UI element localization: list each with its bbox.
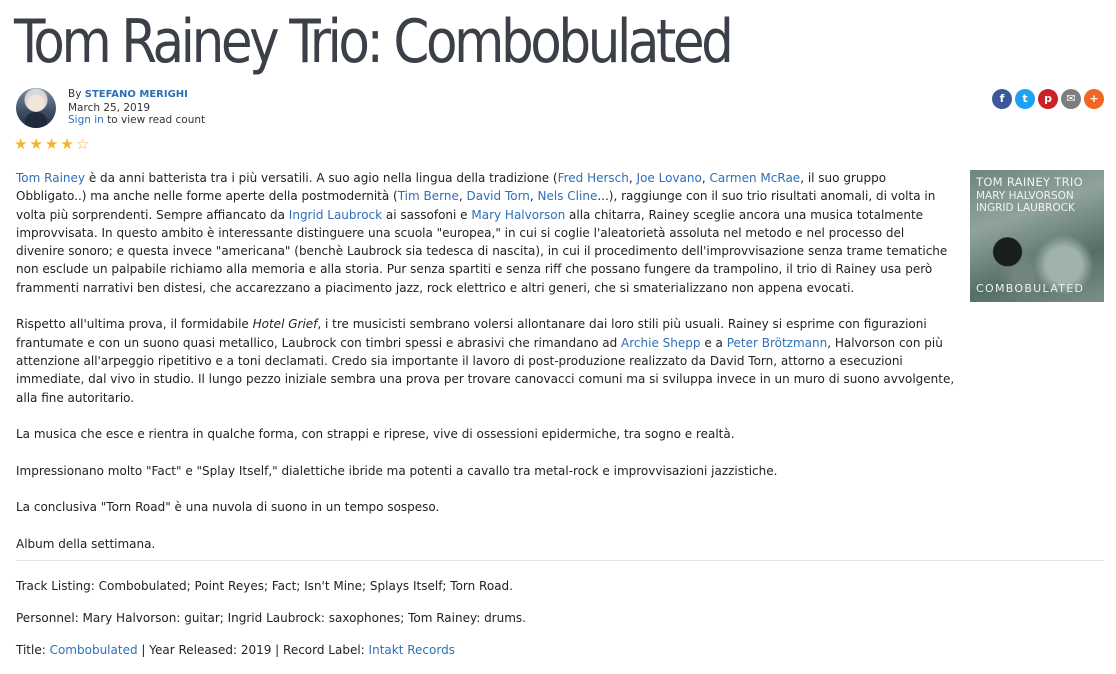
cover-artist: TOM RAINEY TRIO: [976, 175, 1083, 189]
star-rating: [14, 135, 91, 153]
email-icon[interactable]: ✉: [1061, 89, 1081, 109]
record-label-link[interactable]: Intakt Records: [368, 643, 455, 657]
article-paragraph: Impressionano molto "Fact" e "Splay Itself," dialettiche ibride ma potenti a cavallo tra metal-rock e improvvisazioni jazzistiche.: [16, 463, 778, 478]
more-share-icon[interactable]: +: [1084, 89, 1104, 109]
publish-date: March 25, 2019: [68, 101, 151, 114]
byline-meta: [68, 88, 205, 127]
album-title-link[interactable]: Combobulated: [49, 643, 138, 657]
link-peter-brotzmann[interactable]: Peter Brötzmann: [726, 335, 828, 350]
text-span: ai sassofoni e: [382, 207, 472, 222]
section-divider: [16, 560, 1104, 561]
personnel: Personnel: Mary Halvorson: guitar; Ingrid Laubrock: saxophones; Tom Rainey: drums.: [16, 611, 526, 625]
text-span: ,: [628, 171, 637, 185]
link-carmen-mcrae[interactable]: Carmen McRae: [709, 171, 801, 185]
article-paragraph: La musica che esce e rientra in qualche forma, con strappi e riprese, vive di ossessioni epidermiche, tra sogno e realtà.: [16, 427, 735, 442]
article-paragraph: La conclusiva "Torn Road" è una nuvola di suono in un tempo sospeso.: [16, 500, 440, 515]
article-body: [16, 169, 956, 572]
album-details: [16, 577, 1096, 673]
text-span: ,: [458, 189, 467, 204]
link-ingrid-laubrock[interactable]: Ingrid Laubrock: [288, 207, 383, 222]
author-link[interactable]: STEFANO MERIGHI: [84, 89, 188, 100]
album-reference: Hotel Grief: [252, 317, 318, 332]
link-tom-rainey[interactable]: Tom Rainey: [16, 171, 85, 185]
article-paragraph: [16, 315, 956, 406]
text-span: ,: [529, 189, 538, 204]
text-span: ,: [701, 171, 710, 185]
text-span: , Halvorson con più attenzione all'arpeggio ripetitivo e a toni declamati. Credo sia importante il lavoro di post-produzione realizzato da David Torn, attorno a esecuzioni immediate, dal vivo in studio. Il lungo pezzo iniziale sembra una prova per trovare canovacci comuni ma si sviluppa invece in un muro di suono avvolgente, alla fine autoritario.: [16, 335, 955, 405]
article-paragraph: Album della settimana.: [16, 536, 156, 551]
title-label: Title:: [16, 643, 50, 657]
cover-musician-2: INGRID LAUBROCK: [976, 202, 1075, 214]
star-icon: ☆: [75, 135, 92, 153]
star-icon: ★: [29, 135, 45, 153]
article-paragraph: [16, 169, 956, 297]
year-label-text: | Year Released: 2019 | Record Label:: [137, 643, 369, 657]
page-title: Tom Rainey Trio: Combobulated: [14, 7, 731, 77]
release-info: [16, 641, 1096, 659]
star-icon: ★: [44, 135, 61, 153]
by-label: By: [68, 88, 82, 100]
text-span: è da anni batterista tra i più versatili. A suo agio nella lingua della tradizione (: [85, 171, 558, 185]
link-david-torn[interactable]: David Torn: [466, 189, 530, 204]
text-span: Rispetto all'ultima prova, il formidabile: [16, 317, 253, 332]
link-tim-berne[interactable]: Tim Berne: [397, 189, 459, 204]
text-span: ...), raggiunge con il suo trio risultati anomali, di volta in volta più sorprendenti. Sempre affiancato da: [16, 189, 936, 222]
twitter-icon[interactable]: t: [1015, 89, 1035, 109]
link-mary-halvorson[interactable]: Mary Halvorson: [471, 207, 566, 222]
read-count-text: to view read count: [107, 114, 206, 126]
star-icon: ★: [60, 135, 76, 153]
sign-in-link[interactable]: Sign in: [68, 114, 104, 126]
link-joe-lovano[interactable]: Joe Lovano: [636, 171, 702, 185]
text-span: , il suo gruppo Obbligato..) ma anche nelle forme aperte della postmodernità (: [16, 171, 887, 204]
cover-title: COMBOBULATED: [976, 282, 1085, 295]
text-span: , i tre musicisti sembrano volersi allontanare dai loro stili più usuali. Rainey si esprime con figurazioni frantumate e con un suono quasi metallico, Laubrock con timbri spessi e abrasivi che rimandano ad: [16, 317, 927, 350]
link-archie-shepp[interactable]: Archie Shepp: [621, 335, 701, 350]
album-cover[interactable]: [970, 170, 1104, 302]
text-span: e a: [700, 335, 727, 350]
pinterest-icon[interactable]: p: [1038, 89, 1058, 109]
text-span: alla chitarra, Rainey sceglie ancora una musica totalmente improvvisata. In questo ambito è interessante distinguere una scuola "europea," in cui si coglie l'aleatorietà assoluta nel metodo e nel processo del divenire sonoro; e questa invece "americana" (benchè Laubrock sia tedesca di nascita), in cui il procedimento dell'improvvisazione senza trame tematiche non esclude un palpabile richiamo alla memoria e alla storia. Pur senza spartiti e senza riff che possano fungere da trampolino, il trio di Rainey usa però frammenti narrativi ben distesi, che accarezzano a piacimento jazz, rock elettrico e altri generi, che si smaterializzano non appena evocati.: [16, 207, 948, 295]
cover-musician-1: MARY HALVORSON: [976, 190, 1074, 202]
facebook-icon[interactable]: f: [992, 89, 1012, 109]
star-icon: ★: [14, 135, 30, 153]
author-avatar[interactable]: [16, 88, 56, 128]
link-fred-hersch[interactable]: Fred Hersch: [557, 171, 629, 185]
share-buttons: [992, 89, 1104, 109]
track-listing: Track Listing: Combobulated; Point Reyes; Fact; Isn't Mine; Splays Itself; Torn Road.: [16, 579, 513, 593]
link-nels-cline[interactable]: Nels Cline: [537, 189, 598, 204]
